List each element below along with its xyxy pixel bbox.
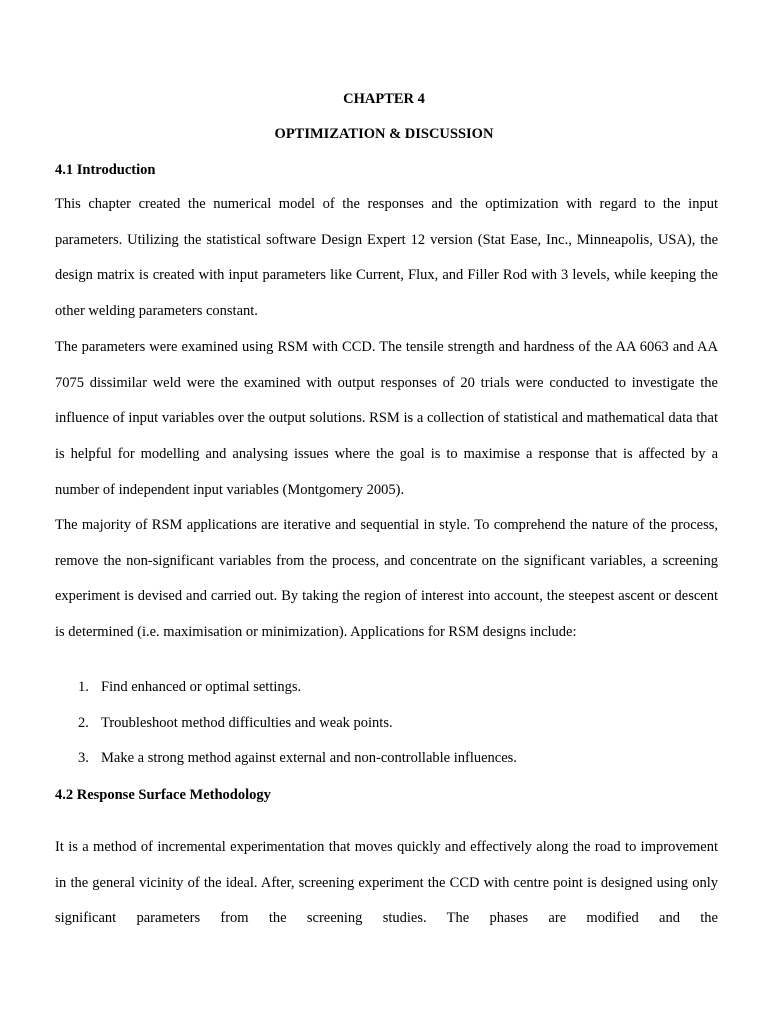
section-heading-rsm: 4.2 Response Surface Methodology: [55, 787, 271, 803]
chapter-label: CHAPTER 4: [343, 91, 425, 107]
list-item: [55, 748, 718, 784]
list-item-number: 1.: [78, 679, 89, 695]
list-item: [55, 677, 718, 713]
chapter-title: OPTIMIZATION & DISCUSSION: [274, 126, 494, 142]
list-item-text: Find enhanced or optimal settings.: [101, 679, 302, 695]
list-item-number: 2.: [78, 714, 89, 731]
rsm-applications-list: [55, 677, 718, 784]
list-item-text: Make a strong method against external and non-controllable influences.: [101, 750, 517, 767]
paragraph-intro-3: The majority of RSM applications are iterative and sequential in style. To comprehend the nature of the process, remove the non-significant variables from the process, and concentrate on the significant variables, a screening experiment is devised and carried out. By taking the region of interest into account, the steepest ascent or descent is determined (i.e. maximisation or minimization). Applications for RSM designs include:: [55, 517, 718, 641]
section-heading-introduction: 4.1 Introduction: [55, 162, 156, 178]
list-item: [55, 713, 718, 749]
paragraph-intro-2: The parameters were examined using RSM with CCD. The tensile strength and hardness of the AA 6063 and AA 7075 dissimilar weld were the examined with output responses of 20 trials were conducted to investigate the influence of input variables over the output solutions. RSM is a collection of statistical and mathematical data that is helpful for modelling and analysing issues where the goal is to maximise a response that is affected by a number of independent input variables (Montgomery 2005).: [55, 339, 718, 498]
list-item-text: Troubleshoot method difficulties and weak points.: [101, 714, 393, 731]
paragraph-rsm: It is a method of incremental experimentation that moves quickly and effectively along the road to improvement in the general vicinity of the ideal. After, screening experiment the CCD with centre point is designed using only significant parameters from the screening studies. The phases are modified and the: [55, 839, 718, 927]
list-item-number: 3.: [78, 750, 89, 767]
paragraph-intro-1: This chapter created the numerical model of the responses and the optimization with regard to the input parameters. Utilizing the statistical software Design Expert 12 version (Stat Ease, Inc., Minneapolis, USA), the design matrix is created with input parameters like Current, Flux, and Filler Rod with 3 levels, while keeping the other welding parameters constant.: [55, 196, 718, 320]
